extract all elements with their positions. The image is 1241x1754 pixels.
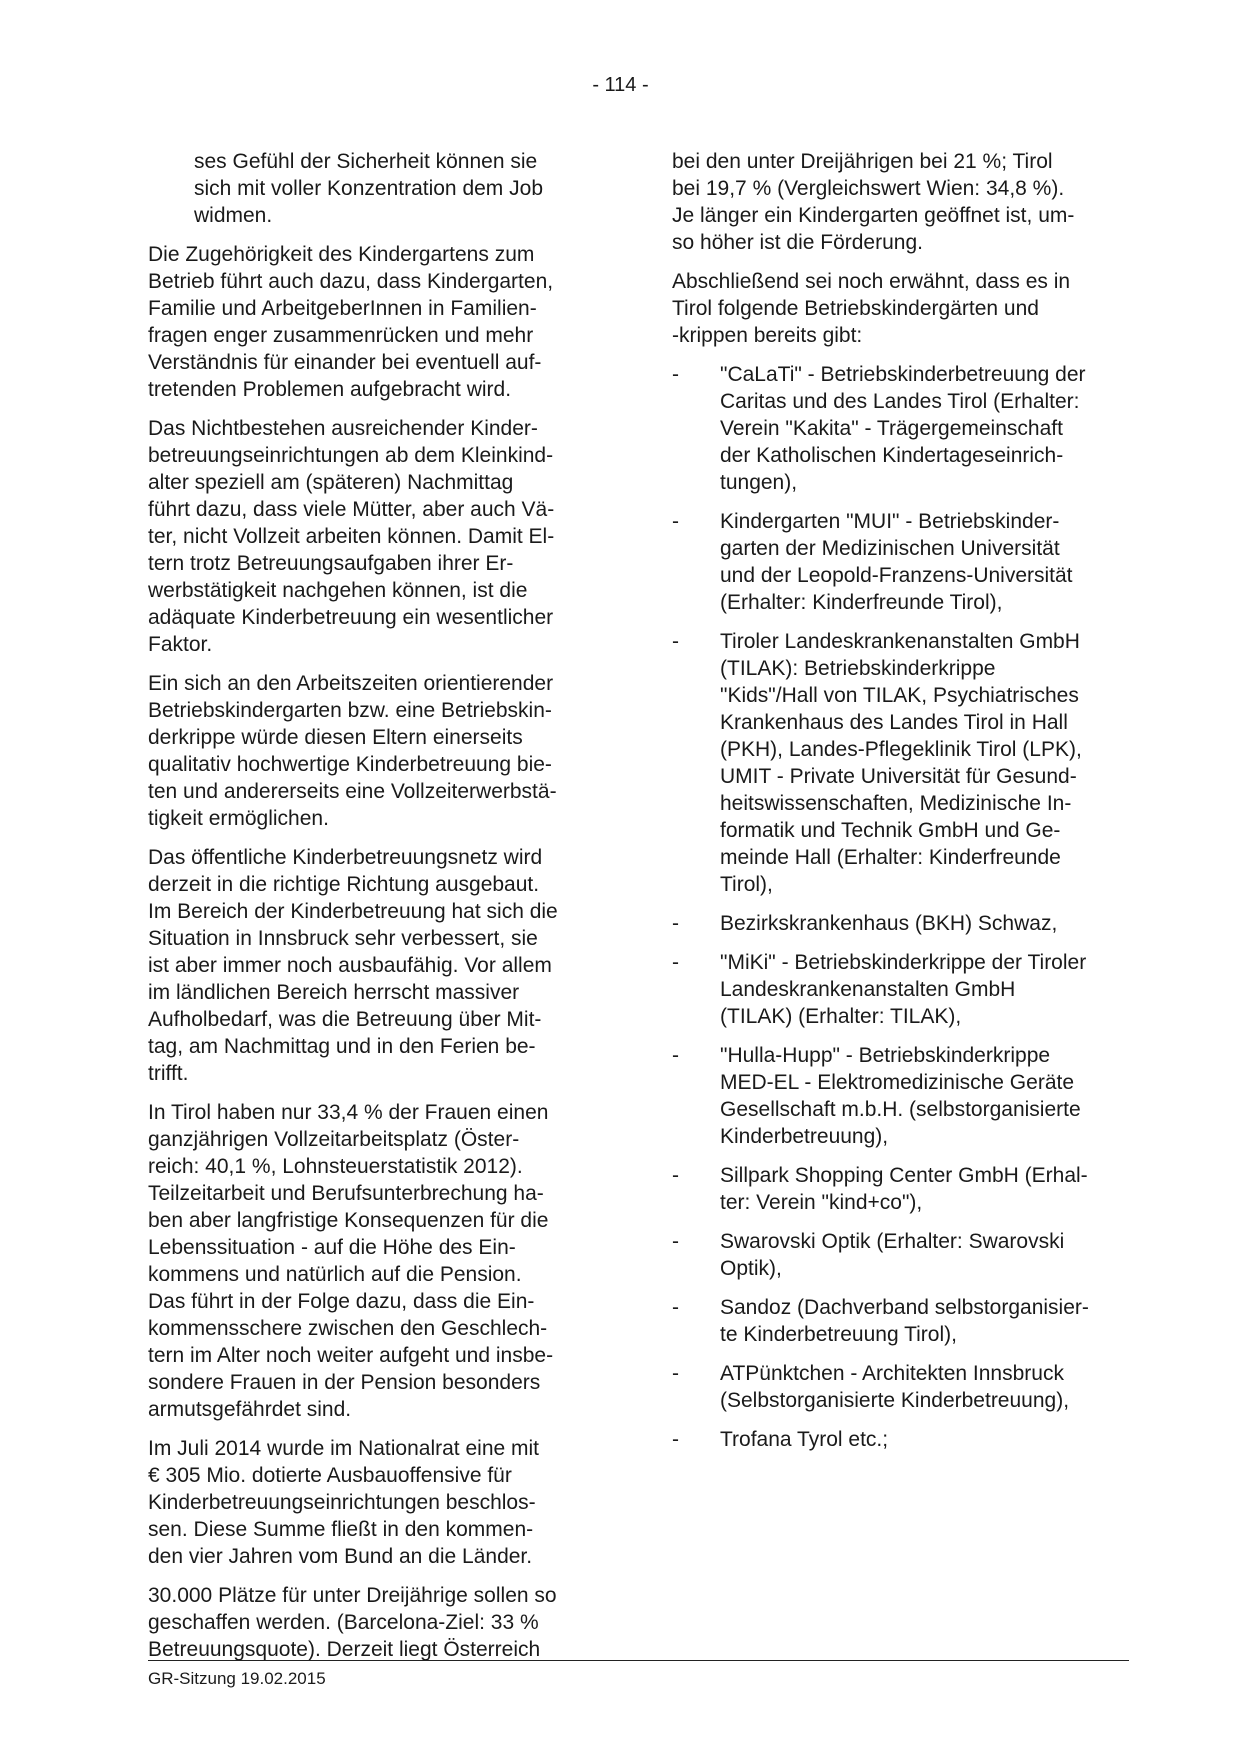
right-column [672,148,1129,1465]
list-item-text: Kindergarten "MUI" - Betriebskinder- garten der Medizinischen Universität und der Leopold-Franzens-Universität (Erhalter: Kinderfreunde Tirol), [720,510,1073,614]
list-item-text: Sandoz (Dachverband selbstorganisier- te Kinderbetreuung Tirol), [720,1296,1089,1346]
list-item [672,1228,1129,1282]
paragraph: bei den unter Dreijährigen bei 21 %; Tirol bei 19,7 % (Vergleichswert Wien: 34,8 %). Je länger ein Kindergarten geöffnet ist, um- so höher ist die Förderung. [672,150,1075,254]
bullet-dash: - [672,1230,679,1253]
bullet-dash: - [672,1296,679,1319]
bullet-dash: - [672,1362,679,1385]
left-column [148,148,598,1675]
list-item-text: "Hulla-Hupp" - Betriebskinderkrippe MED-EL - Elektromedizinische Geräte Gesellschaft m.b.H. (selbstorganisierte Kinderbetreuung), [720,1044,1081,1148]
bullet-dash: - [672,1164,679,1187]
list-item-text: "MiKi" - Betriebskinderkrippe der Tiroler Landeskrankenanstalten GmbH (TILAK) (Erhalter: TILAK), [720,951,1087,1028]
list-item-text: "CaLaTi" - Betriebskinderbetreuung der Caritas und des Landes Tirol (Erhalter: Verein "Kakita" - Trägergemeinschaft der Katholischen Kindertageseinrich- tungen), [720,363,1086,494]
list-item [672,1162,1129,1216]
bullet-dash: - [672,630,679,653]
list-item [672,1360,1129,1414]
list-item [672,361,1129,496]
list-item-text: Swarovski Optik (Erhalter: Swarovski Optik), [720,1230,1065,1280]
paragraph: Ein sich an den Arbeitszeiten orientierender Betriebskindergarten bzw. eine Betriebskin- derkrippe würde diesen Eltern einerseits qualitativ hochwertige Kinderbetreuung bie- ten und andererseits eine Vollzeiterwerbstä- tigkeit ermöglichen. [148,672,557,830]
list-item [672,1294,1129,1348]
list-item [672,949,1129,1030]
paragraph: Im Juli 2014 wurde im Nationalrat eine mit € 305 Mio. dotierte Ausbauoffensive für Kinderbetreuungseinrichtungen beschlos- sen. Diese Summe fließt in den kommen- den vier Jahren vom Bund an die Länder. [148,1437,540,1568]
list-item [672,1042,1129,1150]
page-number: - 114 - [592,74,649,96]
list-item [672,508,1129,616]
list-item-text: ATPünktchen - Architekten Innsbruck (Selbstorganisierte Kinderbetreuung), [720,1362,1070,1412]
list-item-text: Trofana Tyrol etc.; [720,1428,889,1451]
list-item-text: Tiroler Landeskrankenanstalten GmbH (TILAK): Betriebskinderkrippe "Kids"/Hall von TILAK, Psychiatrisches Krankenhaus des Landes Tirol in Hall (PKH), Landes-Pflegeklinik Tirol (LPK), UMIT - Private Universität für Gesund- heitswissenschaften, Medizinische In- formatik und Technik GmbH und Ge- meinde Hall (Erhalter: Kinderfreunde Tirol), [720,630,1082,896]
paragraph: Das öffentliche Kinderbetreuungsnetz wird derzeit in die richtige Richtung ausgebaut. Im Bereich der Kinderbetreuung hat sich die Situation in Innsbruck sehr verbessert, sie ist aber immer noch ausbaufähig. Vor allem im ländlichen Bereich herrscht massiver Aufholbedarf, was die Betreuung über Mit- tag, am Nachmittag und in den Ferien be- trifft. [148,846,558,1085]
paragraph: Die Zugehörigkeit des Kindergartens zum Betrieb führt auch dazu, dass Kindergarten, Familie und ArbeitgeberInnen in Familien- fragen enger zusammenrücken und mehr Verständnis für einander bei eventuell auf- tretenden Problemen aufgebracht wird. [148,243,554,401]
list-item-text: Sillpark Shopping Center GmbH (Erhal- ter: Verein "kind+co"), [720,1164,1088,1214]
paragraph: ses Gefühl der Sicherheit können sie sich mit voller Konzentration dem Job widmen. [194,150,543,227]
kindergarten-list [672,361,1129,1453]
footer-text: GR-Sitzung 19.02.2015 [148,1669,326,1688]
list-item-text: Bezirkskrankenhaus (BKH) Schwaz, [720,912,1058,935]
bullet-dash: - [672,510,679,533]
paragraph: In Tirol haben nur 33,4 % der Frauen einen ganzjährigen Vollzeitarbeitsplatz (Öster- reich: 40,1 %, Lohnsteuerstatistik 2012). Teilzeitarbeit und Berufsunterbrechung ha- ben aber langfristige Konsequenzen für die Lebenssituation - auf die Höhe des Ein- kommens und natürlich auf die Pension. Das führt in der Folge dazu, dass die Ein- kommensschere zwischen den Geschlech- tern im Alter noch weiter aufgeht und insbe- sondere Frauen in der Pension besonders armutsgefährdet sind. [148,1101,554,1421]
bullet-dash: - [672,951,679,974]
paragraph: Das Nichtbestehen ausreichender Kinder- betreuungseinrichtungen ab dem Kleinkind- alter speziell am (späteren) Nachmittag führt dazu, dass viele Mütter, aber auch Vä- ter, nicht Vollzeit arbeiten können. Damit El- tern trotz Betreuungsaufgaben ihrer Er- werbstätigkeit nachgehen können, ist die adäquate Kinderbetreuung ein wesentlicher Faktor. [148,417,555,656]
bullet-dash: - [672,363,679,386]
footer-divider [148,1660,1129,1661]
list-item [672,1426,1129,1453]
bullet-dash: - [672,912,679,935]
list-item [672,910,1129,937]
bullet-dash: - [672,1044,679,1067]
paragraph: Abschließend sei noch erwähnt, dass es in Tirol folgende Betriebskindergärten und -krippen bereits gibt: [672,270,1071,347]
bullet-dash: - [672,1428,679,1451]
paragraph: 30.000 Plätze für unter Dreijährige sollen so geschaffen werden. (Barcelona-Ziel: 33 % Betreuungsquote). Derzeit liegt Österreich [148,1584,557,1661]
list-item [672,628,1129,898]
